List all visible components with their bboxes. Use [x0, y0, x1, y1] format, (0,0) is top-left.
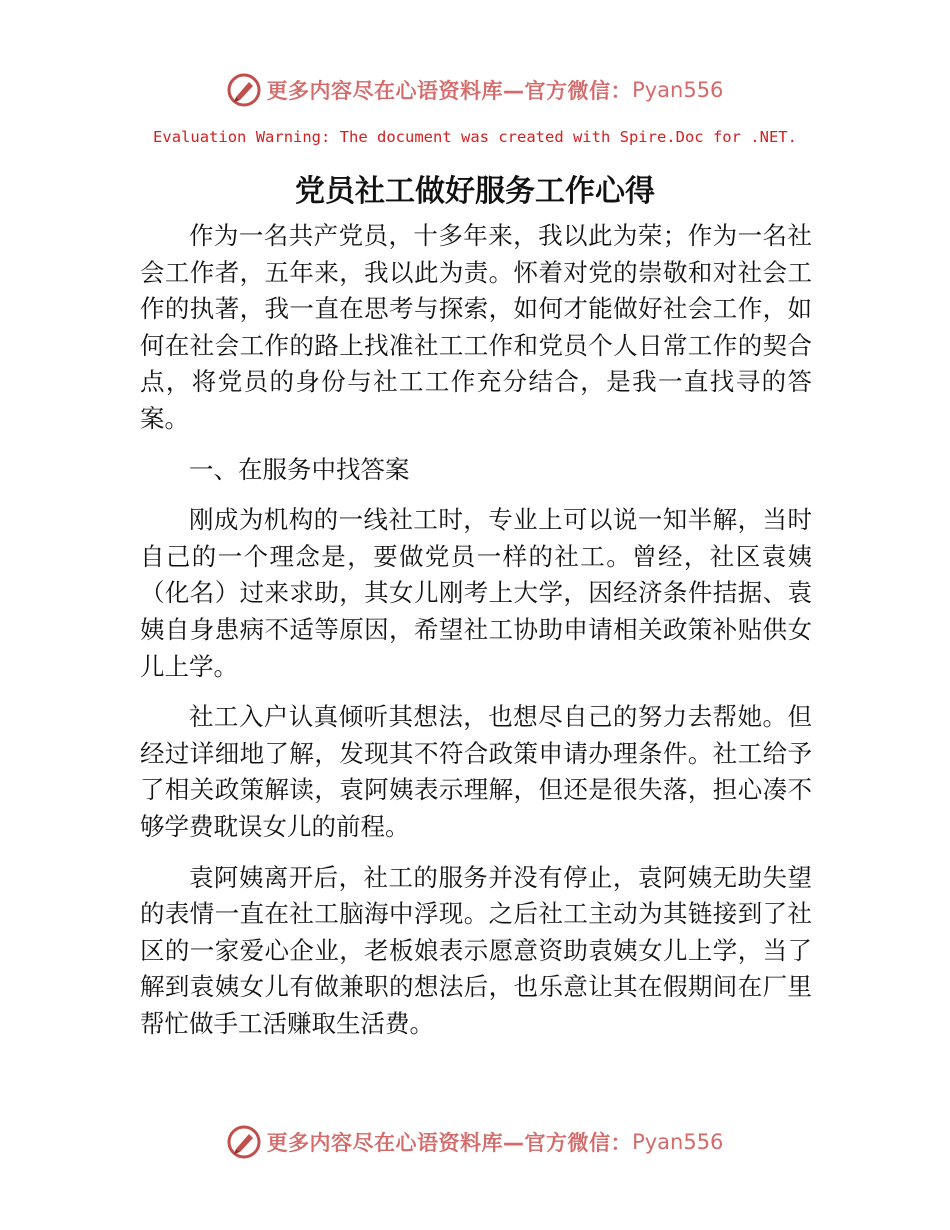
banner-text: 更多内容尽在心语资料库—官方微信： [266, 79, 633, 103]
pen-logo-icon [227, 1125, 261, 1159]
footer-banner [0, 1122, 950, 1162]
banner-text: 更多内容尽在心语资料库—官方微信： [266, 1131, 633, 1155]
banner-wechat-id: Pyan556 [632, 1130, 724, 1154]
pen-logo-icon [227, 73, 261, 107]
paragraph: 作为一名共产党员，十多年来，我以此为荣；作为一名社会工作者，五年来，我以此为责。怀着对党的崇敬和对社会工作的执著，我一直在思考与探索，如何才能做好社会工作，如何在社会工作的路上找准社工工作和党员个人日常工作的契合点，将党员的身份与社工工作充分结合，是我一直找寻的答案。 [140, 221, 812, 433]
header-banner [0, 70, 950, 110]
paragraph: 袁阿姨离开后，社工的服务并没有停止，袁阿姨无助失望的表情一直在社工脑海中浮现。之后社工主动为其链接到了社区的一家爱心企业，老板娘表示愿意资助袁姨女儿上学，当了解到袁姨女儿有做兼职的想法后，也乐意让其在假期间在厂里帮忙做手工活赚取生活费。 [140, 862, 812, 1038]
evaluation-warning: Evaluation Warning: The document was created with Spire.Doc for .NET. [153, 128, 797, 146]
banner-wechat-id: Pyan556 [632, 78, 724, 102]
document-title: 党员社工做好服务工作心得 [295, 174, 655, 209]
paragraph: 刚成为机构的一线社工时，专业上可以说一知半解，当时自己的一个理念是，要做党员一样的社工。曾经，社区袁姨（化名）过来求助，其女儿刚考上大学，因经济条件拮据、袁姨自身患病不适等原因，希望社工协助申请相关政策补贴供女儿上学。 [140, 505, 812, 681]
document-body [140, 218, 812, 1056]
paragraph: 社工入户认真倾听其想法，也想尽自己的努力去帮她。但经过详细地了解，发现其不符合政策申请办理条件。社工给予了相关政策解读，袁阿姨表示理解，但还是很失落，担心凑不够学费耽误女儿的前程。 [140, 702, 812, 841]
section-heading: 一、在服务中找答案 [189, 454, 410, 484]
